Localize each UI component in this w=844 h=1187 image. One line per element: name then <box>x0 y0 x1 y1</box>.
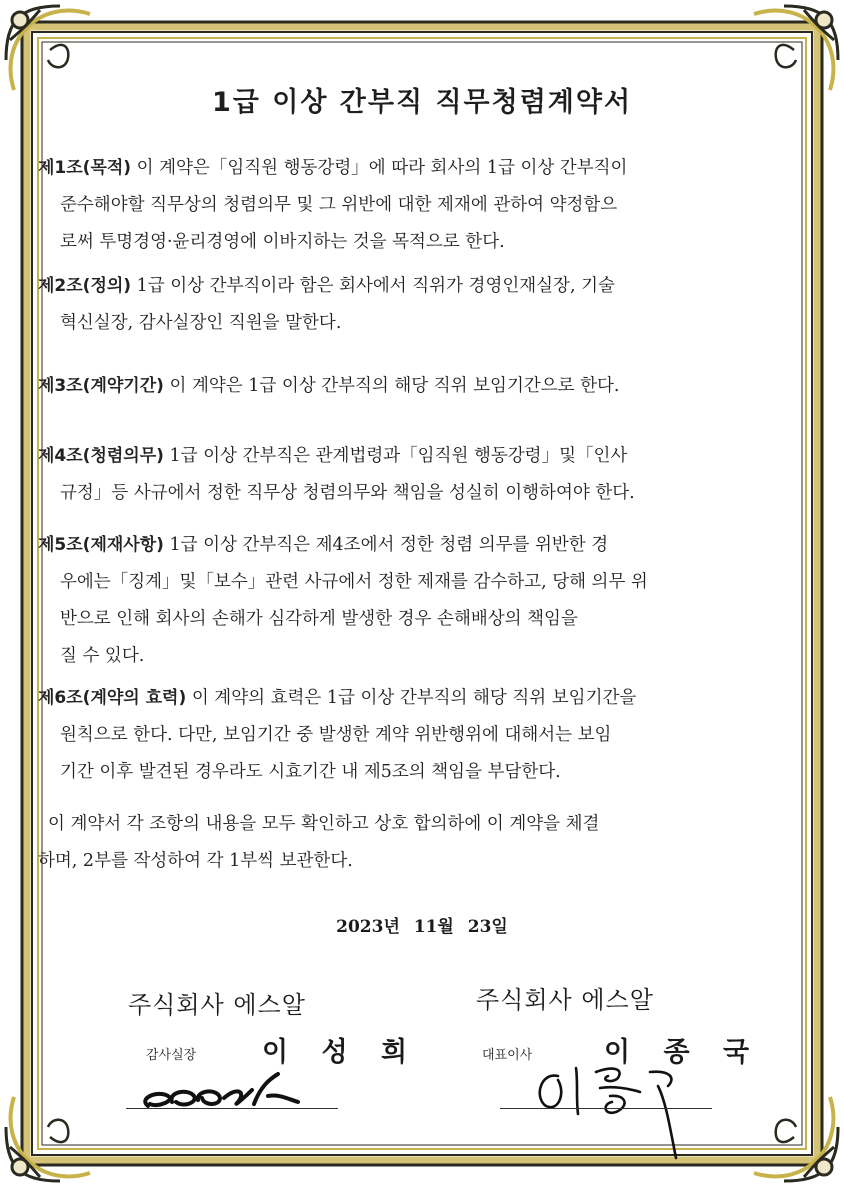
article-first-line: 1급 이상 간부직이라 함은 회사에서 직위가 경영인재실장, 기술 <box>136 276 615 296</box>
closing-statement <box>38 806 808 880</box>
article-heading: 제5조(제재사항) <box>38 535 164 555</box>
left-role: 감사실장 <box>146 1048 197 1063</box>
article-heading: 제4조(청렴의무) <box>38 446 164 466</box>
article-1 <box>38 150 808 261</box>
article-4 <box>38 438 808 512</box>
closing-line: 이 계약서 각 조항의 내용을 모두 확인하고 상호 합의하에 이 계약을 체결 <box>48 814 600 834</box>
left-signature-line <box>126 1108 338 1109</box>
article-line: 준수해야할 직무상의 청렴의무 및 그 위반에 대한 제재에 관하여 약정함으 <box>60 195 618 215</box>
right-signature-mark <box>500 1058 710 1168</box>
right-role: 대표이사 <box>482 1048 533 1063</box>
left-signatory-name: 이 성 희 <box>262 1037 420 1068</box>
article-first-line: 1급 이상 간부직은 제4조에서 정한 청렴 의무를 위반한 경 <box>169 535 609 555</box>
contract-date: 2023년 11월 23일 <box>336 917 508 937</box>
article-first-line: 1급 이상 간부직은 관계법령과「임직원 행동강령」및「인사 <box>169 446 628 466</box>
left-signature-mark <box>128 1068 328 1118</box>
article-first-line: 이 계약의 효력은 1급 이상 간부직의 해당 직위 보임기간을 <box>191 688 637 708</box>
article-line: 원칙으로 한다. 다만, 보임기간 중 발생한 계약 위반행위에 대해서는 보임 <box>60 725 612 745</box>
closing-line: 하며, 2부를 작성하여 각 1부씩 보관한다. <box>38 851 353 871</box>
article-heading: 제2조(정의) <box>38 276 132 296</box>
article-line: 우에는「징계」및「보수」관련 사규에서 정한 제재를 감수하고, 당해 의무 위 <box>60 572 648 592</box>
corner-ornament-bottom-right <box>754 1097 838 1181</box>
corner-ornament-bottom-left <box>6 1097 90 1181</box>
document-title: 1급 이상 간부직 직무청렴계약서 <box>211 87 633 118</box>
article-3 <box>38 368 808 405</box>
article-first-line: 이 계약은「임직원 행동강령」에 따라 회사의 1급 이상 간부직이 <box>136 158 628 178</box>
article-line: 혁신실장, 감사실장인 직원을 말한다. <box>60 313 342 333</box>
article-first-line: 이 계약은 1급 이상 간부직의 해당 직위 보임기간으로 한다. <box>169 376 620 396</box>
article-line: 규정」등 사규에서 정한 직무상 청렴의무와 책임을 성실히 이행하여야 한다. <box>60 483 635 503</box>
article-6 <box>38 680 808 791</box>
article-heading: 제6조(계약의 효력) <box>38 688 187 708</box>
right-signatory-name: 이 종 국 <box>604 1037 762 1068</box>
article-heading: 제1조(목적) <box>38 158 132 178</box>
right-company-name: 주식회사 에스알 <box>476 986 654 1014</box>
left-company-name: 주식회사 에스알 <box>128 991 306 1019</box>
article-line: 반으로 인해 회사의 손해가 심각하게 발생한 경우 손해배상의 책임을 <box>60 609 578 629</box>
right-signature-line <box>500 1108 712 1109</box>
article-2 <box>38 268 808 342</box>
article-line: 질 수 있다. <box>60 646 145 666</box>
corner-ornament-top-right <box>754 6 838 90</box>
article-line: 로써 투명경영·윤리경영에 이바지하는 것을 목적으로 한다. <box>60 232 505 252</box>
article-line: 기간 이후 발견된 경우라도 시효기간 내 제5조의 책임을 부담한다. <box>60 762 561 782</box>
article-heading: 제3조(계약기간) <box>38 376 164 396</box>
corner-ornament-top-left <box>6 6 90 90</box>
article-5 <box>38 527 808 675</box>
